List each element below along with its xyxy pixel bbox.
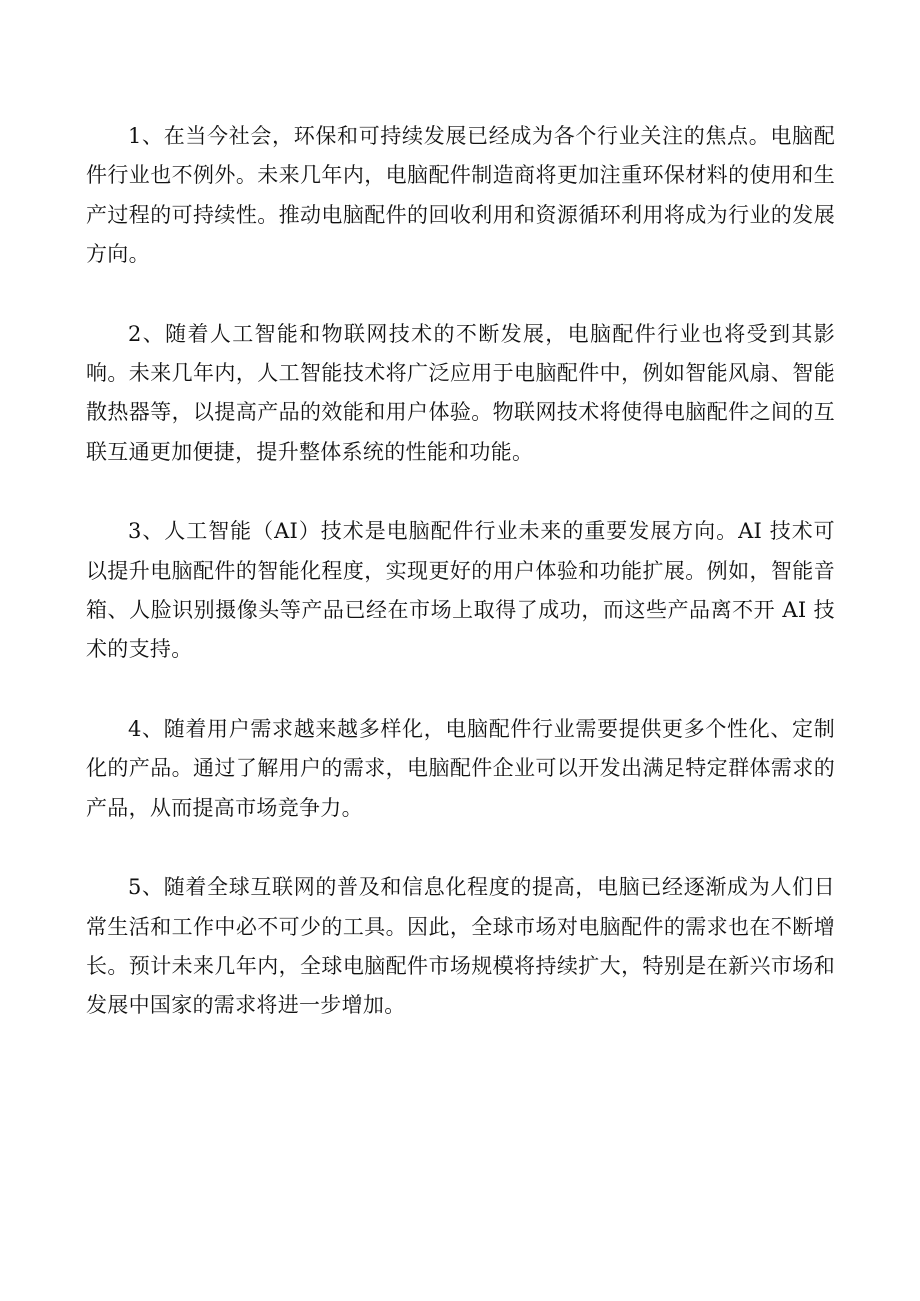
paragraph-2: 2、随着人工智能和物联网技术的不断发展，电脑配件行业也将受到其影响。未来几年内，人工智能技术将广泛应用于电脑配件中，例如智能风扇、智能散热器等，以提高产品的效能和用户体验。物联网技术将使得电脑配件之间的互联互通更加便捷，提升整体系统的性能和功能。: [86, 321, 835, 464]
paragraph-3: 3、人工智能（AI）技术是电脑配件行业未来的重要发展方向。AI 技术可以提升电脑配件的智能化程度，实现更好的用户体验和功能扩展。例如，智能音箱、人脸识别摄像头等产品已经在市场上取得了成功，而这些产品离不开 AI 技术的支持。: [86, 519, 835, 662]
paragraph-5: 5、随着全球互联网的普及和信息化程度的提高，电脑已经逐渐成为人们日常生活和工作中必不可少的工具。因此，全球市场对电脑配件的需求也在不断增长。预计未来几年内，全球电脑配件市场规模将持续扩大，特别是在新兴市场和发展中国家的需求将进一步增加。: [86, 875, 835, 1018]
paragraph-1: 1、在当今社会，环保和可持续发展已经成为各个行业关注的焦点。电脑配件行业也不例外。未来几年内，电脑配件制造商将更加注重环保材料的使用和生产过程的可持续性。推动电脑配件的回收利用和资源循环利用将成为行业的发展方向。: [86, 124, 835, 267]
document-body: [86, 117, 835, 1026]
paragraph-4: 4、随着用户需求越来越多样化，电脑配件行业需要提供更多个性化、定制化的产品。通过了解用户的需求，电脑配件企业可以开发出满足特定群体需求的产品，从而提高市场竞争力。: [86, 716, 835, 820]
